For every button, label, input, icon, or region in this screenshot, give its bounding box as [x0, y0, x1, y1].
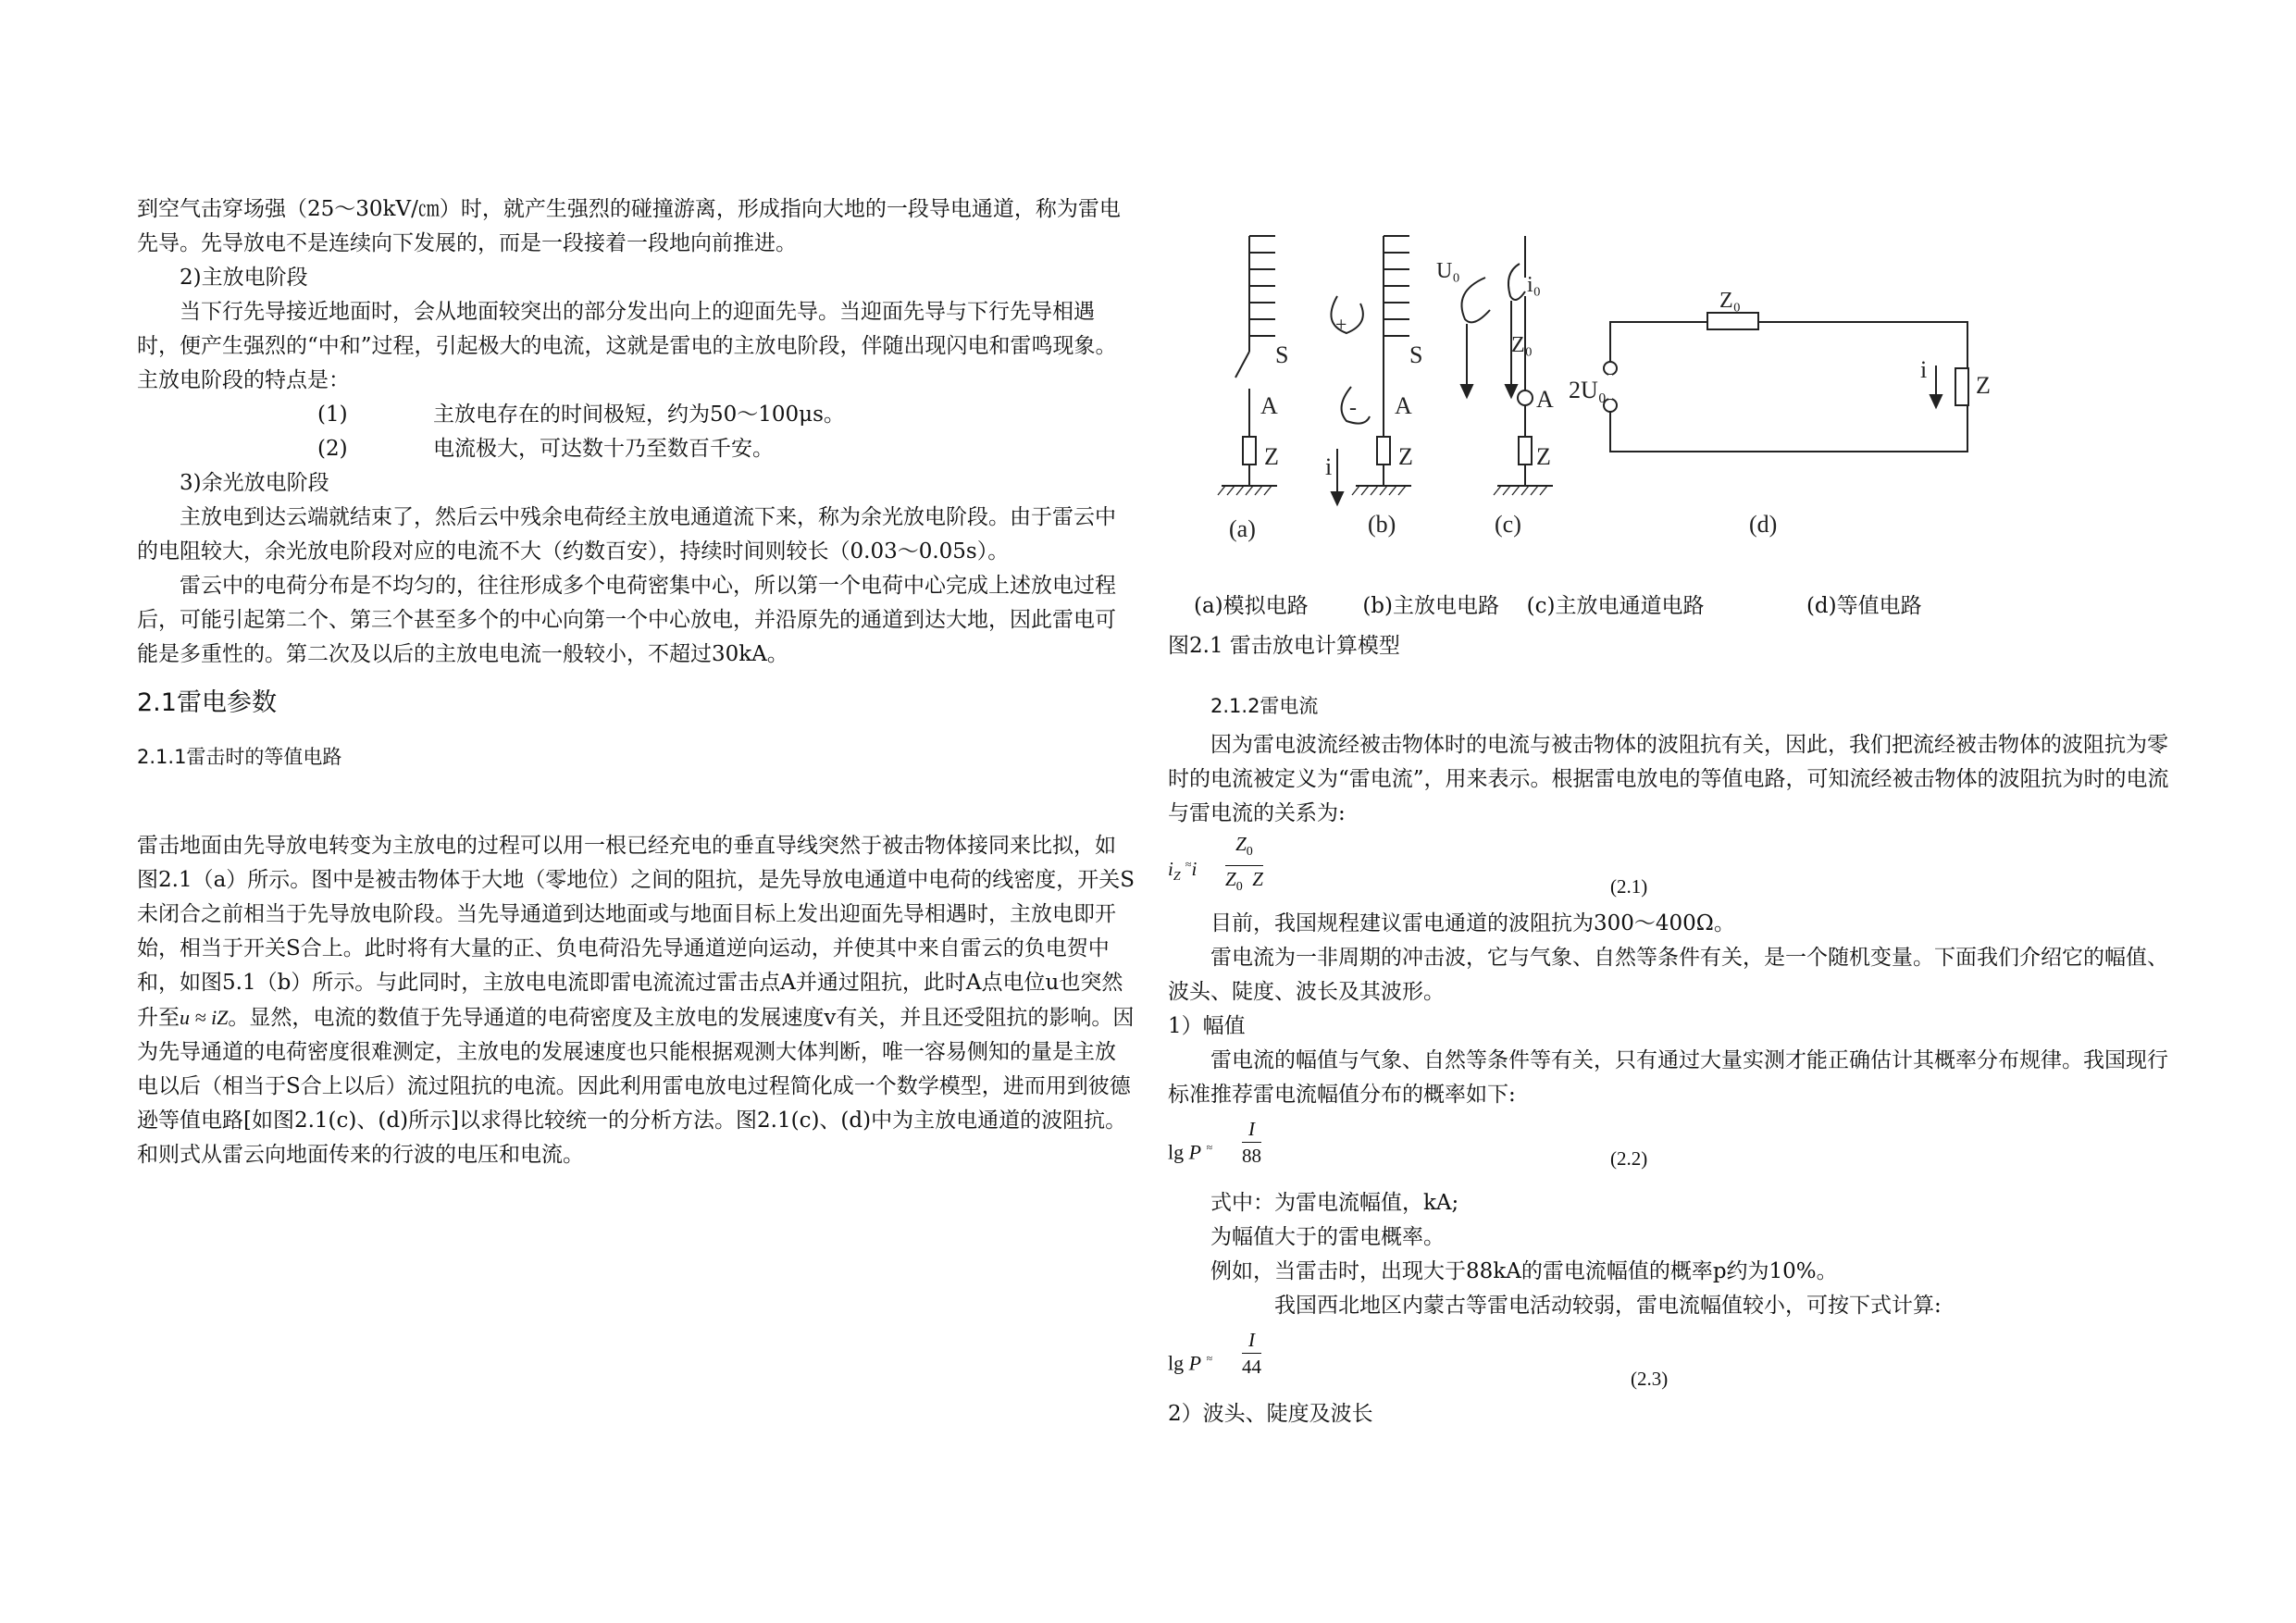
section-heading: 2.1雷电参数	[137, 688, 277, 717]
subfigure-label-b: (b)	[1368, 511, 1396, 538]
paragraph-lightning-current: 因为雷电波流经被击物体时的电流与被击物体的波阻抗有关，因此，我们把流经被击物体的波阻抗为零时的电流被定义为“雷电流”，用来表示。根据雷电放电的等值电路，可知流经被击物体的波阻抗为时的电流与雷电流的关系为:	[1168, 733, 2169, 825]
eq-symbol: I	[1242, 1116, 1261, 1143]
list-item-number: (2)	[317, 437, 348, 461]
figure-subcaptions	[1194, 592, 1922, 620]
eq-fraction	[1242, 1327, 1261, 1380]
inline-formula: u ≈ iZ	[180, 1006, 229, 1029]
label-switch-s: S	[1409, 341, 1423, 368]
heading-afterglow-discharge: 3)余光放电阶段	[180, 471, 329, 495]
caption-b: (b)主放电电路	[1362, 594, 1499, 618]
eq-symbol: P	[1188, 1140, 1202, 1164]
eq-denominator: 44	[1242, 1356, 1261, 1378]
list-item	[137, 432, 1136, 466]
eq-subscript: 0	[1246, 845, 1253, 860]
label-point-a: A	[1395, 392, 1412, 419]
subfigure-label-c: (c)	[1495, 511, 1521, 538]
label-positive: +	[1335, 313, 1347, 336]
label-current-i: i	[1325, 453, 1333, 480]
equation-number: (2.2)	[1610, 1147, 1648, 1170]
left-column	[137, 192, 1136, 1172]
caption-a: (a)模拟电路	[1194, 594, 1309, 618]
eq-symbol: P	[1188, 1351, 1202, 1375]
eq-approx: ≈	[1206, 1141, 1213, 1154]
label-current-i: i	[1920, 356, 1928, 383]
subsection-heading: 2.1.2雷电流	[1210, 695, 1319, 717]
label-wave-impedance-z0: Z₀	[1511, 333, 1533, 357]
eq-symbol: Z	[1252, 868, 1263, 891]
eq-symbol: i	[1168, 858, 1173, 880]
eq-log: lg	[1168, 1351, 1185, 1375]
eq-log: lg	[1168, 1140, 1185, 1164]
label-source-2u0: 2U₀	[1569, 377, 1607, 403]
eq-symbol: Z	[1235, 833, 1247, 855]
heading-wavefront: 2）波头、陡度及波长	[1168, 1402, 1373, 1426]
list-item-text: 电流极大，可达数十乃至数百千安。	[433, 437, 774, 461]
caption-d: (d)等值电路	[1806, 594, 1922, 618]
paragraph-northwest: 我国西北地区内蒙古等雷电活动较弱，雷电流幅值较小，可按下式计算:	[1274, 1294, 1942, 1318]
eq-symbol: I	[1242, 1327, 1261, 1354]
eq-symbol: Z	[1225, 868, 1236, 891]
equation-2-3	[1168, 1323, 2172, 1397]
eq-fraction	[1242, 1116, 1261, 1169]
equation-2-1	[1168, 831, 2172, 907]
paragraph-amplitude: 雷电流的幅值与气象、自然等条件等有关，只有通过大量实测才能正确估计其概率分布规律。我国现行标准推荐雷电流幅值分布的概率如下:	[1168, 1048, 2168, 1107]
paragraph-where: 式中：为雷电流幅值，kA;	[1210, 1191, 1459, 1215]
paragraph-text-b: 。显然，电流的数值于先导通道的电荷密度及主放电的发展速度v有关，并且还受阻抗的影响。因为先导通道的电荷密度很难测定，主放电的发展速度也只能根据观测大体判断，唯一容易侧知的量是主放电以后（相当于S合上以后）流过阻抗的电流。因此利用雷电放电过程简化成一个数学模型，进而用到彼德逊等值电路[如图2.1(c)、(d)所示]以求得比较统一的分析方法。图2.1(c)、(d)中为主放电通道的波阻抗。和则式从雷云向地面传来的行波的电压和电流。	[137, 1006, 1135, 1167]
figure-title: 图2.1 雷击放电计算模型	[1168, 634, 1400, 658]
paragraph-equivalent-circuit	[137, 829, 1136, 1172]
label-current-i0: i₀	[1527, 273, 1542, 297]
label-point-a: A	[1260, 392, 1278, 419]
heading-amplitude: 1）幅值	[1168, 1014, 1246, 1038]
label-impedance-z: Z	[1976, 372, 1991, 399]
eq-subscript: 0	[1235, 880, 1243, 895]
paragraph-multiple-strokes: 雷云中的电荷分布是不均匀的，往往形成多个电荷密集中心，所以第一个电荷中心完成上述放电过程后，可能引起第二个、第三个甚至多个的中心向第一个中心放电，并沿原先的通道到达大地，因此雷电可能是多重性的。第二次及以后的主放电电流一般较小，不超过30kA。	[137, 574, 1116, 666]
paragraph-nonperiodic: 雷电流为一非周期的冲击波，它与气象、自然等条件有关，是一个随机变量。下面我们介绍它的幅值、波头、陡度、波长及其波形。	[1168, 946, 2168, 1004]
eq-fraction	[1225, 831, 1263, 900]
list-item	[137, 398, 1136, 432]
paragraph-wave-impedance: 目前，我国规程建议雷电通道的波阻抗为300～400Ω。	[1210, 911, 1735, 935]
eq-symbol: i	[1191, 858, 1198, 880]
paragraph-leader-discharge: 到空气击穿场强（25～30kV/㎝）时，就产生强烈的碰撞游离，形成指向大地的一段导电通道，称为雷电先导。先导放电不是连续向下发展的，而是一段接着一段地向前推进。	[137, 197, 1121, 255]
right-column	[1168, 680, 2172, 1431]
subfigure-label-a: (a)	[1229, 515, 1256, 542]
paragraph-afterglow: 主放电到达云端就结束了，然后云中残余电荷经主放电通道流下来，称为余光放电阶段。由于雷云中的电阻较大，余光放电阶段对应的电流不大（约数百安），持续时间则较长（0.03～0.05s）。	[137, 505, 1116, 564]
paragraph-text-a: 雷击地面由先导放电转变为主放电的过程可以用一根已经充电的垂直导线突然于被击物体接同来比拟，如图2.1（a）所示。图中是被击物体于大地（零地位）之间的阻抗，是先导放电通道中电荷的线密度，开关S未闭合之前相当于先导放电阶段。当先导通道到达地面或与地面目标上发出迎面先导相遇时，主放电即开始，相当于开关S合上。此时将有大量的正、负电荷沿先导通道逆向运动，并使其中来自雷云的负电贺中和，如图5.1（b）所示。与此同时，主放电电流即雷电流流过雷击点A并通过阻抗，此时A点电位u也突然升至	[137, 834, 1136, 1030]
label-wave-impedance-z0: Z₀	[1719, 289, 1742, 313]
label-voltage-u0: U₀	[1436, 259, 1460, 283]
label-negative: -	[1349, 396, 1357, 420]
equation-number: (2.1)	[1610, 875, 1648, 898]
list-item-text: 主放电存在的时间极短，约为50～100μs。	[433, 403, 845, 427]
paragraph-probability: 为幅值大于的雷电概率。	[1210, 1225, 1445, 1249]
eq-approx: ≈	[1185, 858, 1192, 871]
equation-2-2	[1168, 1112, 2172, 1186]
figure-lightning-model	[1185, 222, 1999, 555]
label-impedance-z: Z	[1536, 443, 1551, 470]
eq-denominator: 88	[1242, 1145, 1261, 1167]
subfigure-label-d: (d)	[1749, 511, 1778, 538]
eq-subscript: Z	[1173, 870, 1181, 885]
subsection-heading: 2.1.1雷击时的等值电路	[137, 746, 342, 768]
eq-approx: ≈	[1206, 1352, 1213, 1365]
heading-main-discharge: 2)主放电阶段	[180, 266, 308, 290]
label-impedance-z: Z	[1398, 443, 1413, 470]
label-switch-s: S	[1275, 341, 1289, 368]
paragraph-main-discharge: 当下行先导接近地面时，会从地面较突出的部分发出向上的迎面先导。当迎面先导与下行先导相遇时，便产生强烈的“中和”过程，引起极大的电流，这就是雷电的主放电阶段，伴随出现闪电和雷鸣现象。主放电阶段的特点是：	[137, 300, 1117, 392]
equation-number: (2.3)	[1631, 1368, 1669, 1390]
paragraph-example: 例如，当雷击时，出现大于88kA的雷电流幅值的概率p约为10%。	[1210, 1259, 1838, 1283]
list-item-number: (1)	[317, 403, 348, 427]
label-point-a: A	[1536, 386, 1554, 413]
label-impedance-z: Z	[1264, 443, 1279, 470]
caption-c: (c)主放电通道电路	[1526, 594, 1705, 618]
